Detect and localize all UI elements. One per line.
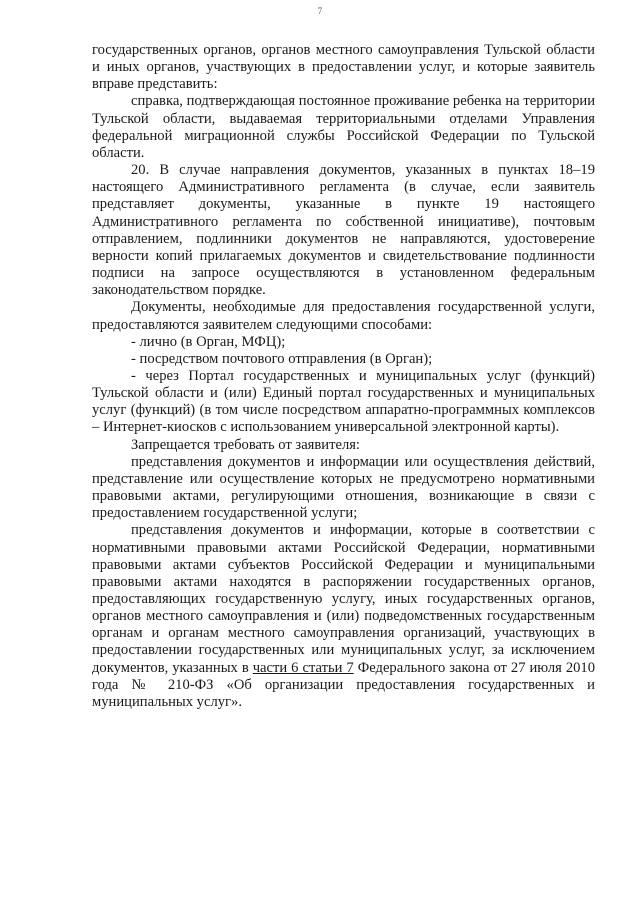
list-item-by-mail: - посредством почтового отправления (в Орган); <box>131 350 433 367</box>
paragraph-prohibited-item-1: представления документов и информации или осуществления действий, представление или осуществление которых не предусмотрено нормативными правовыми актами, регулирующими отношения, возникающие в связи с предоставлением государственной услуги; <box>92 453 595 522</box>
paragraph-submission-methods: Документы, необходимые для предоставления государственной услуги, предоставляются заявителем следующими способами: <box>92 299 595 333</box>
list-item-portal: - через Портал государственных и муниципальных услуг (функций) Тульской области и (или) Единый портал государственных и муниципальных услуг (функций) (в том числе посредством аппаратно-программных комплексов – Интернет-киосков с использованием универсальной электронной карты). <box>92 367 595 436</box>
law-article-link[interactable]: части 6 статьи 7 <box>252 659 354 676</box>
paragraph-text-before-link: представления документов и информации, которые в соответствии с нормативными правовыми актами Российской Федерации, нормативными правовыми актами субъектов Российской Федерации и муниципальными правовыми актами находятся в распоряжении государственных органов, предоставляющих государственную услугу, иных государственных органов, органов местного самоуправления и (или) подведомственных государственным органам и органам местного самоуправления организаций, участвующих в предоставлении государственных или муниципальных услуг, за исключением документов, указанных в <box>92 522 595 676</box>
paragraph-prohibited: Запрещается требовать от заявителя: <box>131 436 360 453</box>
document-body <box>92 42 595 711</box>
list-item-in-person: - лично (в Орган, МФЦ); <box>131 333 286 350</box>
paragraph-certificate: справка, подтверждающая постоянное проживание ребенка на территории Тульской области, выдаваемая территориальными отделами Управления федеральной миграционной службы Российской Федерации по Тульской области. <box>92 93 595 161</box>
paragraph-text-after-link: Федерального закона от 27 июля 2010 года № 210-ФЗ «Об организации предоставления государственных и муниципальных услуг». <box>92 659 596 710</box>
paragraph-item-20: 20. В случае направления документов, указанных в пунктах 18–19 настоящего Административного регламента (в случае, если заявитель представляет документы, указанные в пункте 19 настоящего Административного регламента по собственной инициативе), почтовым отправлением, подлинники документов не направляются, удостоверение верности копий прилагаемых документов и свидетельствование подлинности подписи на запросе осуществляются в установленном федеральным законодательством порядке. <box>92 162 595 299</box>
page-number: 7 <box>317 6 323 16</box>
paragraph-prohibited-item-2 <box>92 522 595 711</box>
paragraph-intro: государственных органов, органов местного самоуправления Тульской области и иных органов, участвующих в предоставлении услуг, и которые заявитель вправе представить: <box>92 42 595 93</box>
